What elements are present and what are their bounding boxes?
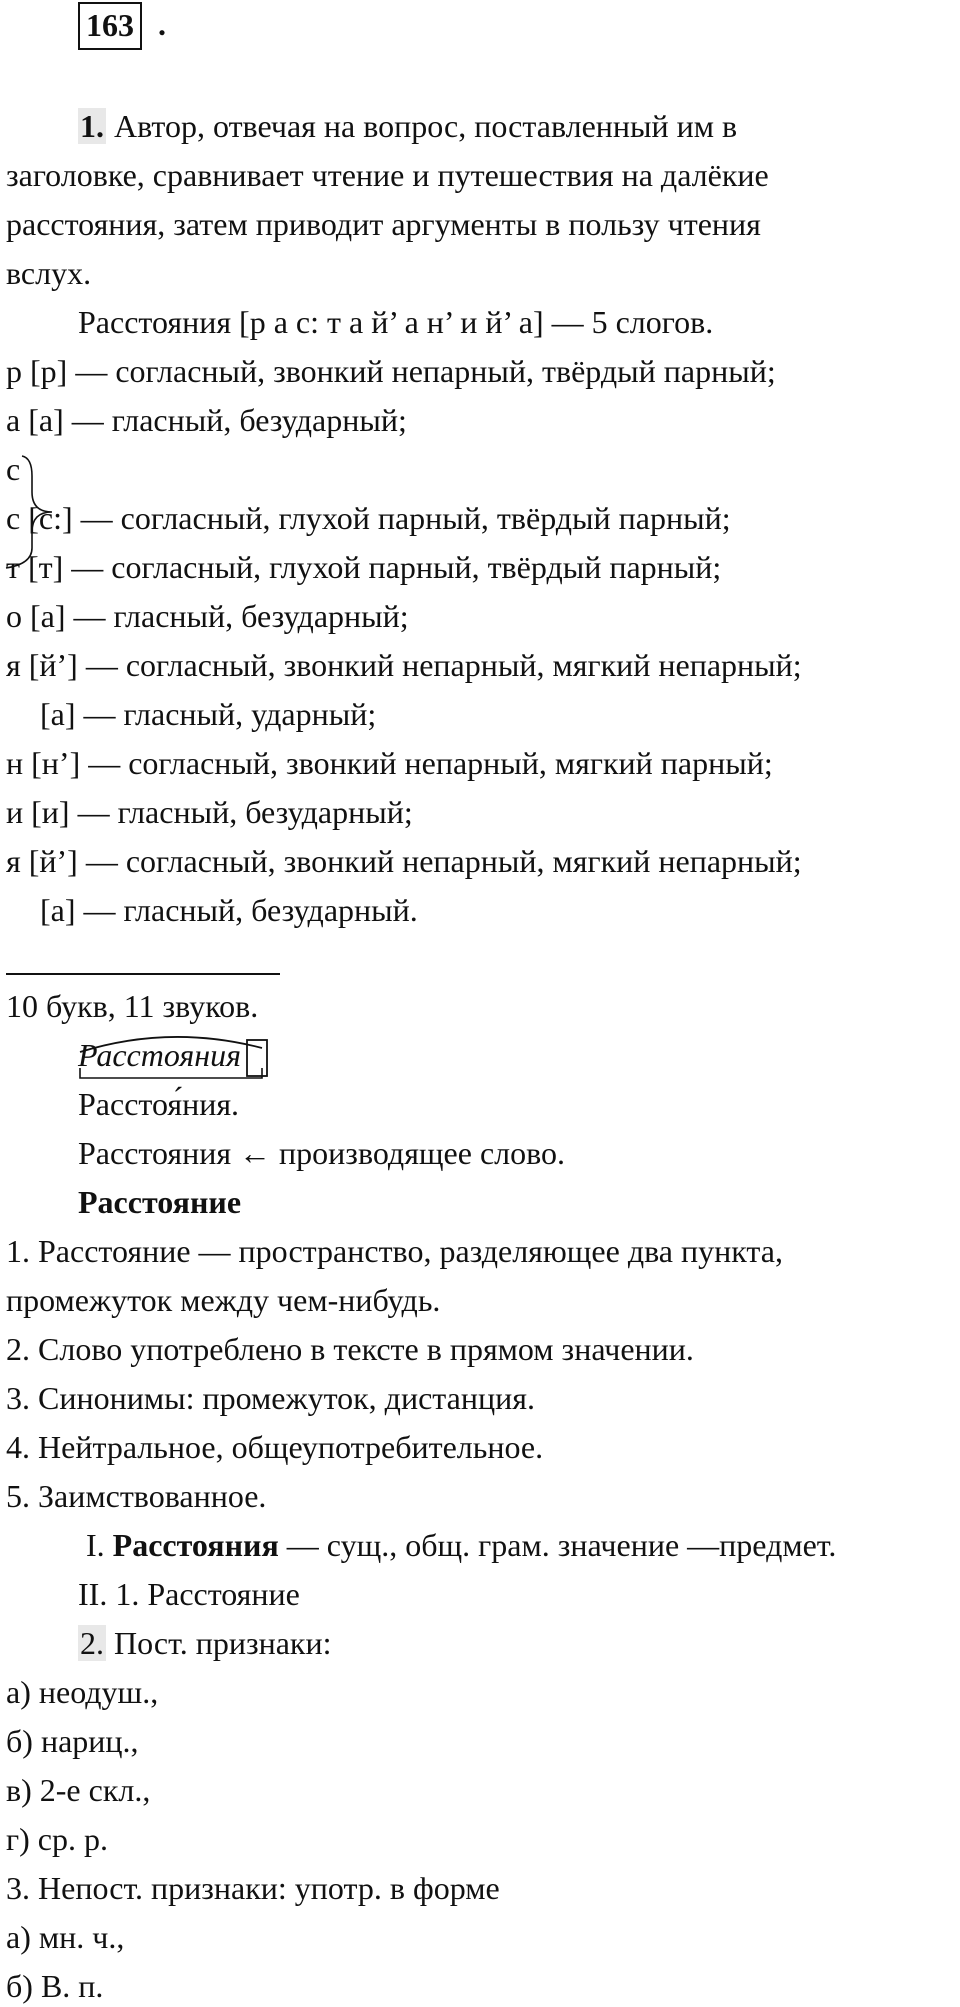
const-feature: в) 2-е скл., bbox=[6, 1772, 151, 1808]
phonetic-row: т [т] — согласный, глухой парный, твёрдый парный; bbox=[6, 549, 722, 585]
phonetic-summary: 10 букв, 11 звуков. bbox=[6, 988, 259, 1024]
derivation-line: Расстояния ← производящее слово. bbox=[78, 1135, 566, 1171]
lexical-line: 4. Нейтральное, общеупотребительное. bbox=[6, 1429, 544, 1465]
morph-part-2: II. 1. Расстояние bbox=[78, 1576, 300, 1612]
phonetic-row: я [й’] — согласный, звонкий непарный, мягкий непарный; bbox=[6, 647, 802, 683]
intro-line-1: 1. Автор, отвечая на вопрос, поставленный им в bbox=[80, 108, 738, 144]
lexical-line: 3. Синонимы: промежуток, дистанция. bbox=[6, 1380, 535, 1416]
phonetic-row: с bbox=[6, 451, 21, 487]
nonconst-feature: б) В. п. bbox=[6, 1968, 104, 2004]
lexical-heading: Расстояние bbox=[78, 1184, 242, 1220]
exercise-number-dot: . bbox=[158, 6, 166, 42]
lexical-line: промежуток между чем-нибудь. bbox=[6, 1282, 441, 1318]
phonetic-row: о [а] — гласный, безударный; bbox=[6, 598, 409, 634]
phonetic-header: Расстояния [р а с: т а й’ а н’ и й’ а] — 5 слогов. bbox=[78, 304, 714, 340]
stress-line: Расстоя́ния. bbox=[78, 1086, 240, 1122]
intro-line-3: расстояния, затем приводит аргументы в пользу чтения bbox=[6, 206, 761, 242]
exercise-number: 163 bbox=[78, 2, 142, 50]
phonetic-row: р [р] — согласный, звонкий непарный, твёрдый парный; bbox=[6, 353, 776, 389]
const-features-label: 2. Пост. признаки: bbox=[80, 1625, 332, 1661]
stem-bracket bbox=[80, 1068, 262, 1078]
morphemic-stem: Расстояни bbox=[78, 1037, 227, 1073]
const-feature: а) неодуш., bbox=[6, 1674, 159, 1710]
lexical-line: 5. Заимствованное. bbox=[6, 1478, 267, 1514]
morphemic-ending: я bbox=[226, 1037, 242, 1073]
lexical-line: 2. Слово употреблено в тексте в прямом значении. bbox=[6, 1331, 694, 1367]
nonconst-feature: а) мн. ч., bbox=[6, 1919, 125, 1955]
phonetic-row: а [а] — гласный, безударный; bbox=[6, 402, 407, 438]
phonetic-row: и [и] — гласный, безударный; bbox=[6, 794, 413, 830]
phonetic-row: н [н’] — согласный, звонкий непарный, мягкий парный; bbox=[6, 745, 773, 781]
const-feature: г) ср. р. bbox=[6, 1821, 108, 1857]
phonetic-row: я [й’] — согласный, звонкий непарный, мягкий непарный; bbox=[6, 843, 802, 879]
morph-part-1: I. Расстояния — сущ., общ. грам. значение —предмет. bbox=[86, 1527, 837, 1563]
intro-line-2: заголовке, сравнивает чтение и путешествия на далёкие bbox=[6, 157, 769, 193]
phonetic-row: [а] — гласный, ударный; bbox=[40, 696, 377, 732]
intro-line-4: вслух. bbox=[6, 255, 92, 291]
root-arc bbox=[80, 1037, 262, 1052]
nonconst-features-label: 3. Непост. признаки: употр. в форме bbox=[6, 1870, 500, 1906]
lexical-line: 1. Расстояние — пространство, разделяющее два пункта, bbox=[6, 1233, 783, 1269]
const-feature: б) нариц., bbox=[6, 1723, 139, 1759]
morph-word: Расстояния bbox=[112, 1527, 279, 1563]
double-consonant-brace bbox=[6, 456, 52, 568]
phonetic-row: [а] — гласный, безударный. bbox=[40, 892, 418, 928]
intro-number: 1. bbox=[80, 108, 104, 144]
phonetic-row: с [с:] — согласный, глухой парный, твёрдый парный; bbox=[6, 500, 731, 536]
